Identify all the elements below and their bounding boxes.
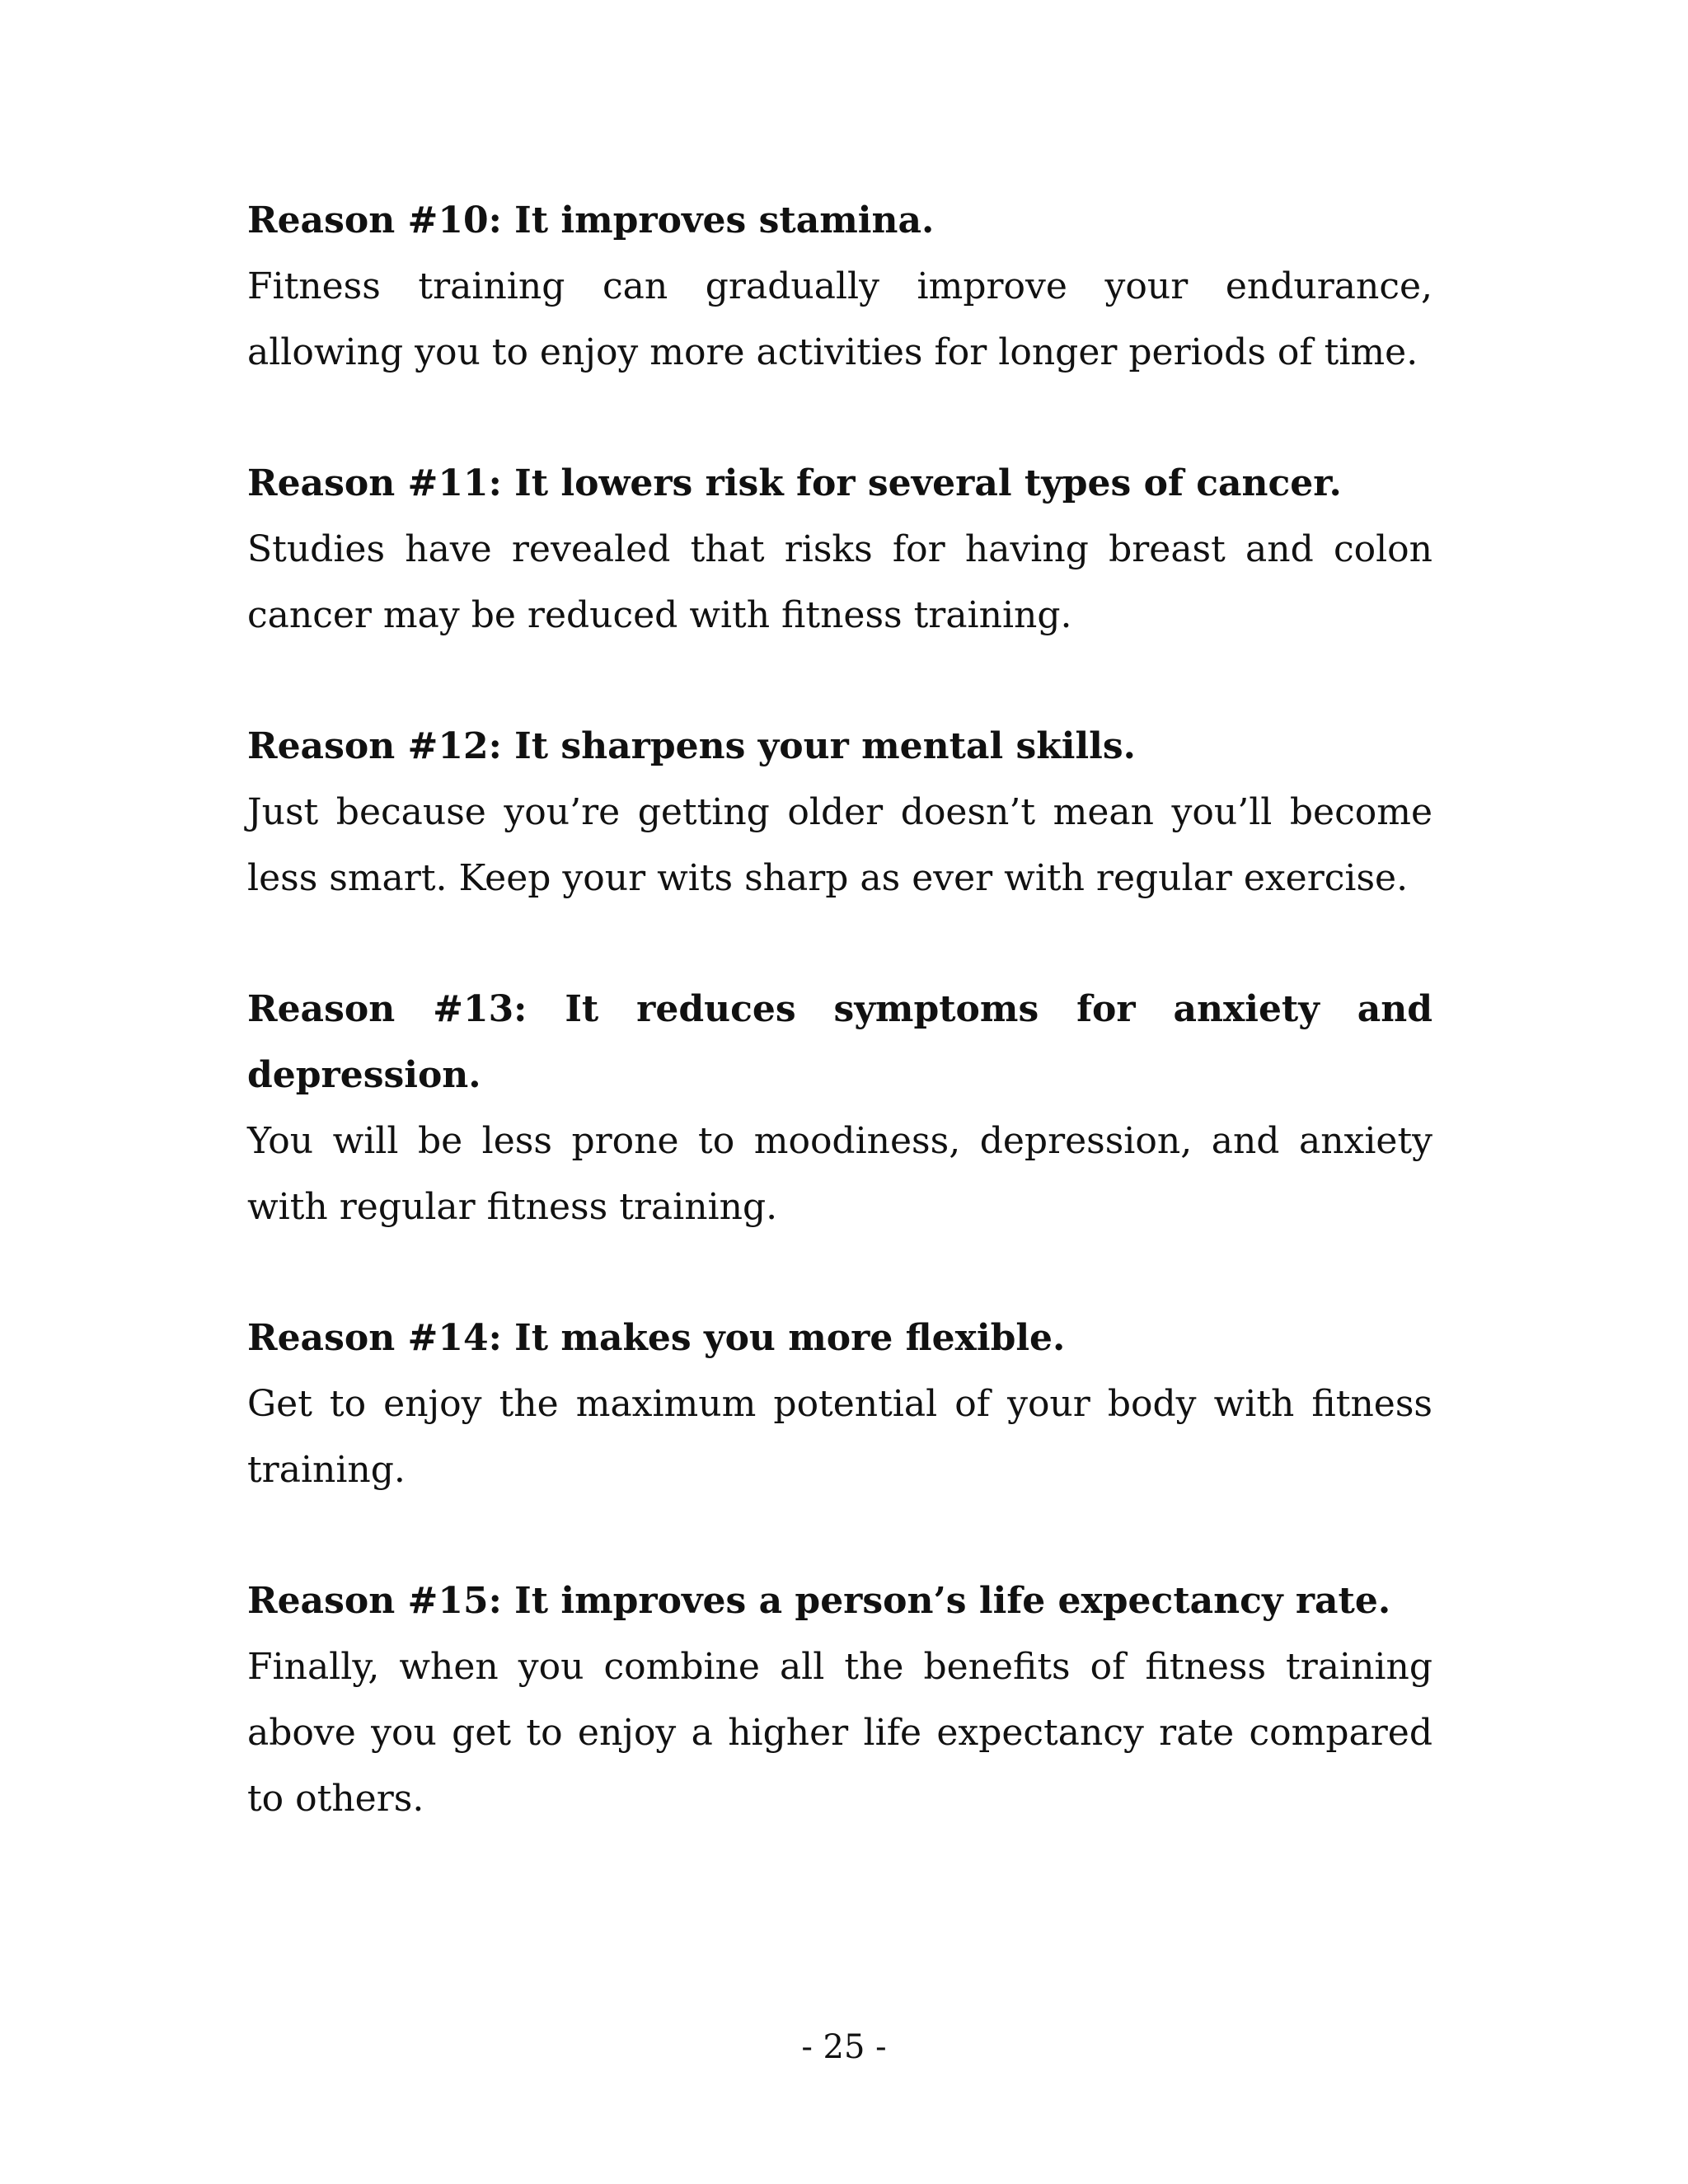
reason-11	[247, 451, 1432, 649]
reason-heading: Reason #12: It sharpens your mental skills.	[247, 725, 1136, 767]
reason-heading: Reason #11: It lowers risk for several types of cancer.	[247, 462, 1342, 504]
reason-text: Get to enjoy the maximum potential of your body with fitness training.	[247, 1383, 1432, 1491]
reason-text: You will be less prone to moodiness, depression, and anxiety with regular fitness training.	[247, 1120, 1432, 1228]
reason-10	[247, 188, 1432, 386]
reason-text: Fitness training can gradually improve your endurance, allowing you to enjoy more activities for longer periods of time.	[247, 265, 1432, 373]
reason-heading: Reason #13: It reduces symptoms for anxiety and depression.	[247, 988, 1432, 1096]
page-number: - 25 -	[801, 2028, 887, 2066]
reason-14	[247, 1305, 1432, 1503]
reason-heading: Reason #10: It improves stamina.	[247, 199, 935, 241]
page-content	[247, 188, 1432, 1897]
reason-heading: Reason #14: It makes you more flexible.	[247, 1317, 1066, 1359]
reason-12	[247, 714, 1432, 912]
reason-text: Just because you’re getting older doesn’t mean you’ll become less smart. Keep your wits sharp as ever with regular exercise.	[247, 791, 1432, 899]
reason-15	[247, 1568, 1432, 1832]
reason-text: Studies have revealed that risks for having breast and colon cancer may be reduced with fitness training.	[247, 528, 1432, 636]
reason-13	[247, 977, 1432, 1240]
reason-heading: Reason #15: It improves a person’s life expectancy rate.	[247, 1580, 1391, 1622]
reason-text: Finally, when you combine all the benefits of fitness training above you get to enjoy a higher life expectancy rate compared to others.	[247, 1646, 1432, 1820]
